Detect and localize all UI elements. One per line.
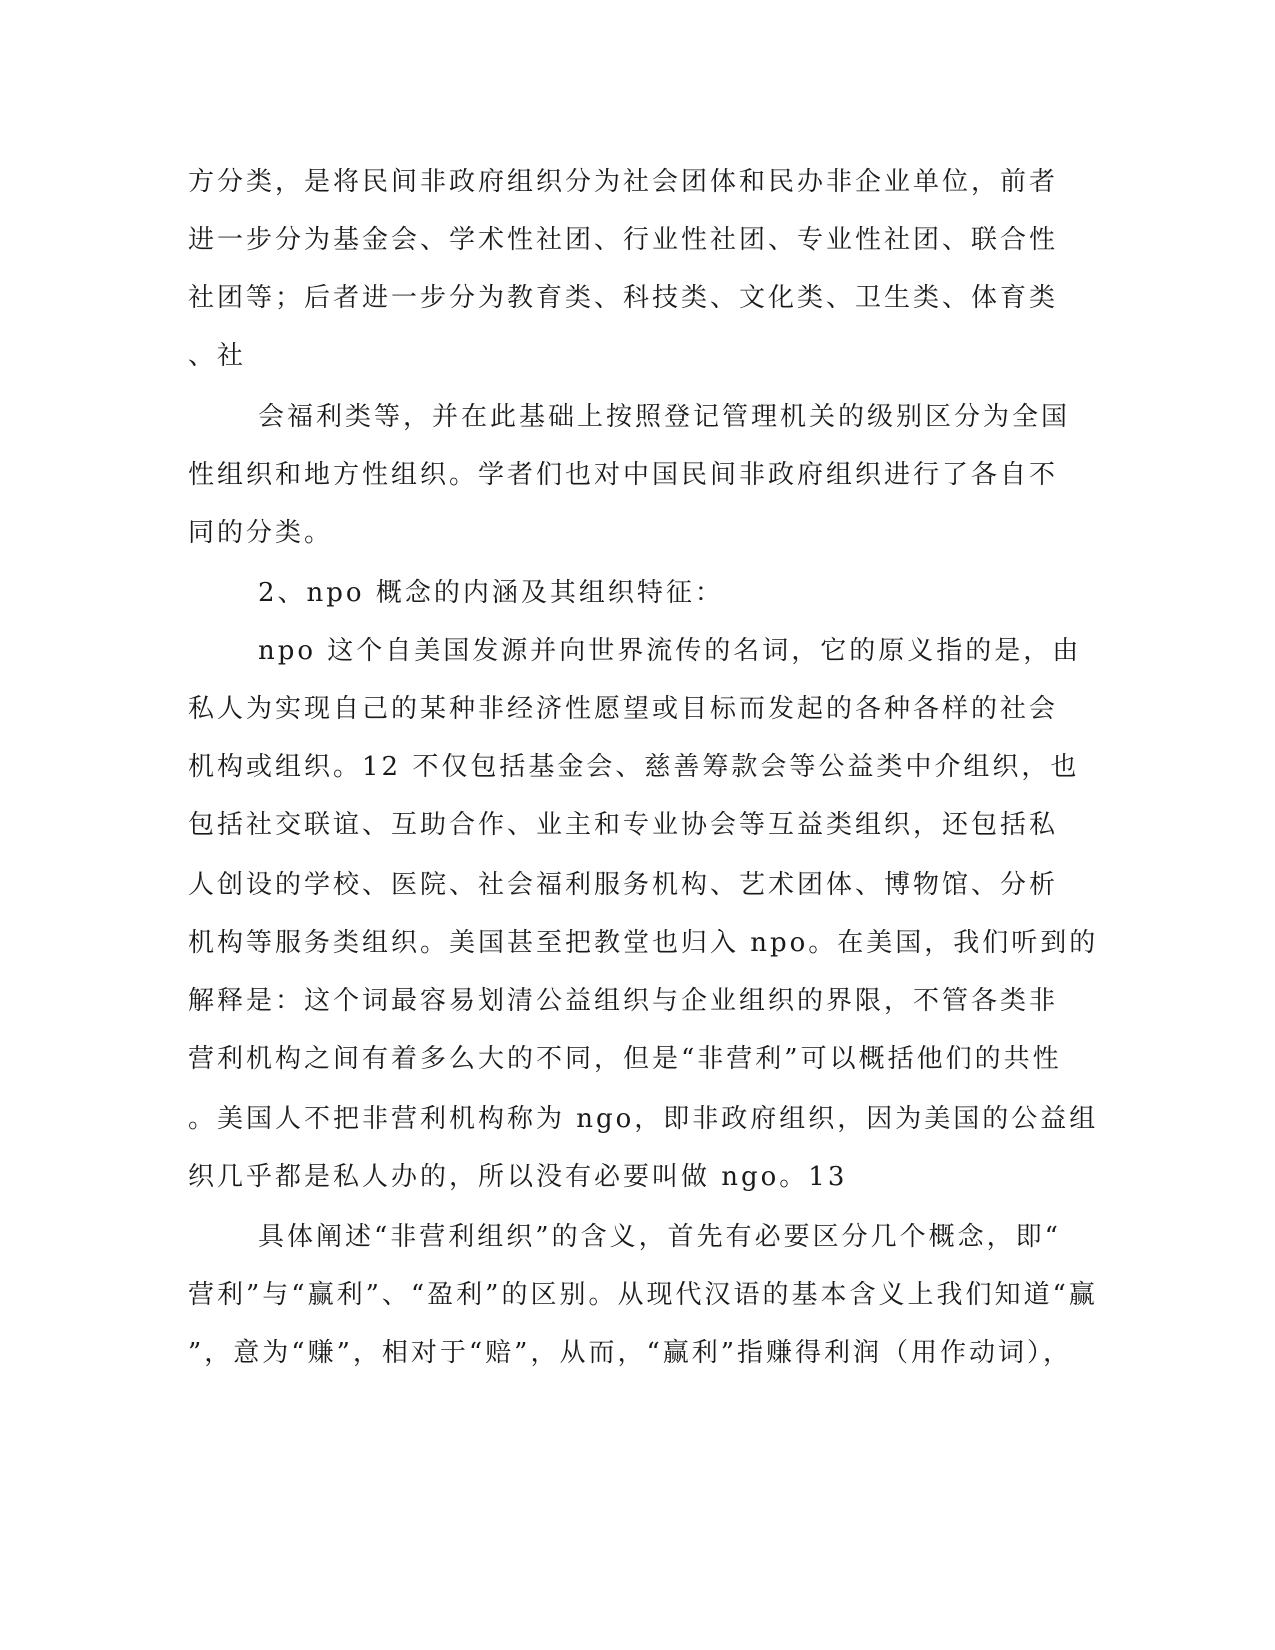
text-line: 织几乎都是私人办的，所以没有必要叫做 ngo。13	[188, 1162, 848, 1192]
text-line: 、社	[188, 341, 247, 371]
text-line: npo 这个自美国发源并向世界流传的名词，它的原义指的是，由	[258, 636, 1082, 666]
text-line: 解释是：这个词最容易划清公益组织与企业组织的界限，不管各类非	[188, 986, 1059, 1016]
section-heading: 2、npo 概念的内涵及其组织特征：	[258, 578, 724, 608]
text-line: 具体阐述“非营利组织”的含义，首先有必要区分几个概念，即“	[258, 1222, 1061, 1252]
text-line: 性组织和地方性组织。学者们也对中国民间非政府组织进行了各自不	[188, 460, 1059, 490]
text-line: 机构或组织。12 不仅包括基金会、慈善筹款会等公益类中介组织，也	[188, 752, 1080, 782]
text-line: 方分类，是将民间非政府组织分为社会团体和民办非企业单位，前者	[188, 167, 1059, 197]
text-line: 机构等服务类组织。美国甚至把教堂也归入 npo。在美国，我们听到的	[188, 928, 1099, 958]
text-line: 会福利类等，并在此基础上按照登记管理机关的级别区分为全国	[258, 402, 1071, 432]
text-line: ”，意为“赚”，相对于“赔”，从而，“赢利”指赚得利润（用作动词），	[188, 1338, 1073, 1368]
text-line: 私人为实现自己的某种非经济性愿望或目标而发起的各种各样的社会	[188, 694, 1059, 724]
text-line: 营利”与“赢利”、“盈利”的区别。从现代汉语的基本含义上我们知道“赢	[188, 1280, 1098, 1310]
text-line: 人创设的学校、医院、社会福利服务机构、艺术团体、博物馆、分析	[188, 870, 1059, 900]
text-line: 包括社交联谊、互助合作、业主和专业协会等互益类组织，还包括私	[188, 810, 1059, 840]
text-line: 。美国人不把非营利机构称为 ngo，即非政府组织，因为美国的公益组	[188, 1104, 1099, 1134]
text-line: 进一步分为基金会、学术性社团、行业性社团、专业性社团、联合性	[188, 225, 1059, 255]
text-line: 社团等；后者进一步分为教育类、科技类、文化类、卫生类、体育类	[188, 283, 1059, 313]
text-line: 营利机构之间有着多么大的不同，但是“非营利”可以概括他们的共性	[188, 1044, 1062, 1074]
text-line: 同的分类。	[188, 518, 334, 548]
